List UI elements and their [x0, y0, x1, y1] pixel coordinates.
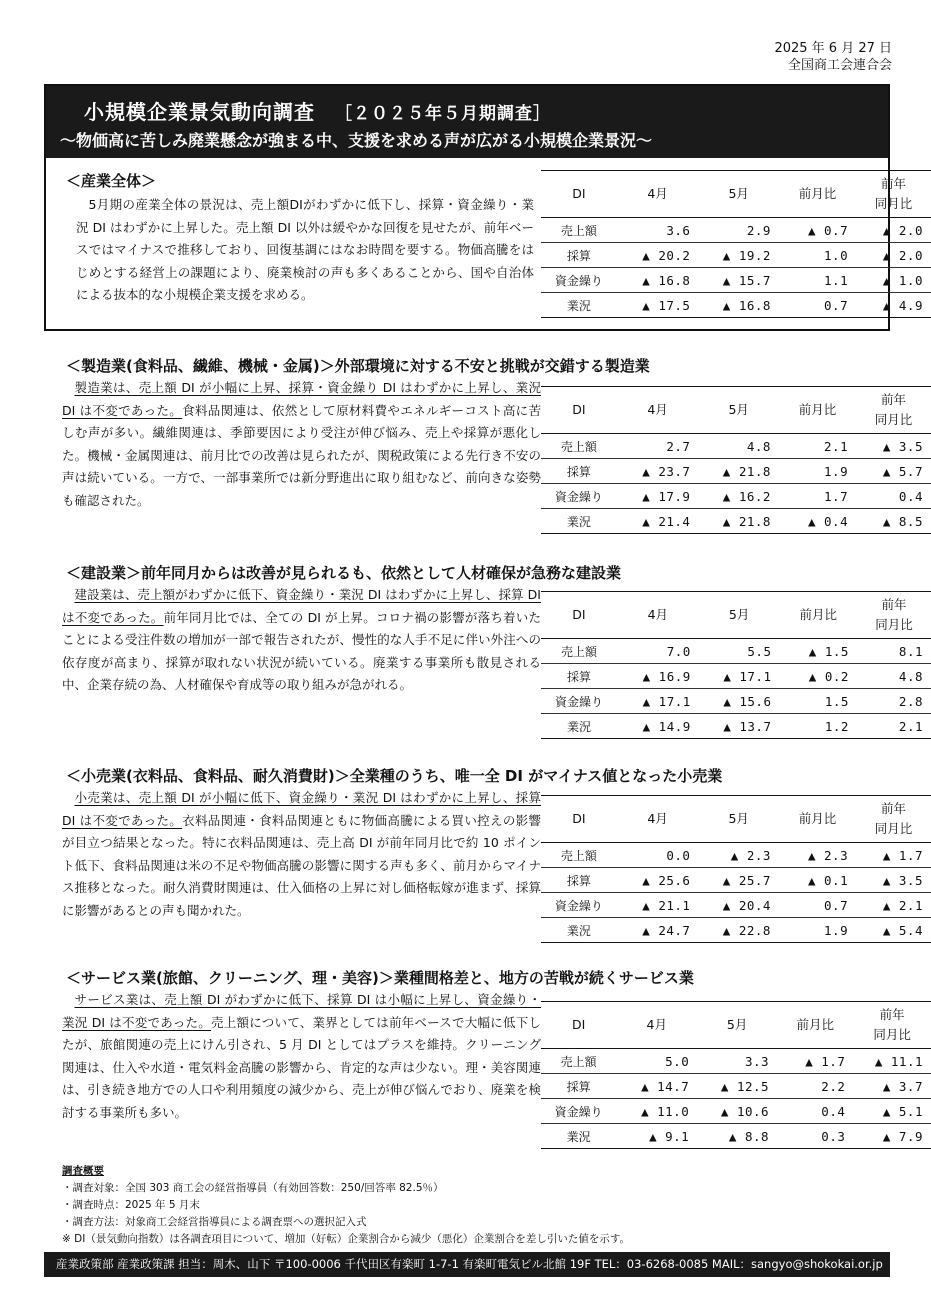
di-value-apr: ▲ 17.1 [617, 689, 699, 714]
di-table-header-row [541, 592, 931, 639]
di-value-mom: ▲ 0.1 [779, 868, 856, 893]
column-header [779, 796, 856, 843]
row-label: 業況 [541, 714, 617, 739]
column-header [856, 387, 931, 434]
di-value-may: ▲ 16.8 [698, 293, 779, 318]
di-value-may: ▲ 12.5 [697, 1074, 777, 1099]
section-body [62, 787, 541, 923]
contact-footer: 産業政策部 産業政策課 担当：周木、山下 〒100-0006 千代田区有楽町 1-7-1 有楽町電気ビル北館 19F TEL：03-6268-0085 MAIL：sangyo@shokokai.or.jp [44, 1252, 890, 1277]
column-header-label: DI [572, 811, 586, 826]
column-header [541, 592, 617, 639]
di-value-mom: 1.5 [779, 689, 856, 714]
di-value-may: 3.3 [697, 1049, 777, 1074]
row-label: 売上額 [541, 1049, 616, 1074]
di-value-mom: 0.7 [779, 293, 856, 318]
row-label: 資金繰り [541, 268, 617, 293]
di-value-may: ▲ 16.2 [698, 484, 779, 509]
table-row [541, 459, 931, 484]
section-detail-text: 衣料品関連・食料品関連ともに物価高騰による買い控えの影響が目立つ結果となった。特に衣料品関連は、売上高 DI が前年同月比で約 10 ポイント低下、食料品関連は米の不足や物価高騰の影響に関する声も多く、前月からマイナス推移となった。耐久消費財関連は、仕入価格の上昇に対し価格転嫁が進まず、採算に影響があるとの声も聞かれた。 [62, 812, 541, 918]
di-value-yoy: ▲ 2.0 [856, 218, 931, 243]
column-header [856, 796, 931, 843]
table-row [541, 293, 931, 318]
di-value-mom: ▲ 0.7 [779, 218, 856, 243]
di-value-yoy: ▲ 3.5 [856, 434, 931, 459]
column-header-label: 5月 [728, 811, 749, 826]
di-value-may: 2.9 [698, 218, 779, 243]
di-value-apr: ▲ 24.7 [617, 918, 699, 943]
column-header [541, 1002, 616, 1049]
di-value-yoy: ▲ 5.1 [853, 1099, 931, 1124]
survey-overview [62, 1163, 630, 1248]
di-value-may: ▲ 10.6 [697, 1099, 777, 1124]
column-header [779, 171, 856, 218]
di-value-apr: ▲ 14.7 [616, 1074, 697, 1099]
section-detail-text: 前年同月比では、全ての DI が上昇。コロナ禍の影響が落ち着いたことによる受注件数の増加が一部で報告されたが、慢性的な人手不足に伴い外注への依存度が高まり、採算が取れない状況が続いている。廃業する事業所も散見される中、企業存続の為、人材確保や育成等の取り組みが急がれる。 [62, 609, 541, 693]
di-value-apr: 3.6 [617, 218, 699, 243]
column-header-label: 4月 [647, 186, 668, 201]
column-header [541, 796, 617, 843]
column-header-label: DI [571, 1017, 586, 1032]
section-heading: ＜サービス業(旅館、クリーニング、理・美容)＞業種間格差と、地方の苦戦が続くサービス業 [66, 969, 694, 987]
column-header-label: 同月比 [873, 1027, 911, 1042]
di-value-apr: ▲ 11.0 [616, 1099, 697, 1124]
section-summary-underlined: 製造業は、売上額 DI が小幅に上昇、採算・資金繰り DI はわずかに上昇し、業況 DI は不変であった。 [62, 380, 541, 418]
di-value-may: 4.8 [698, 434, 779, 459]
column-header [779, 387, 856, 434]
overview-line: ・調査方法：対象商工会経営指導員による調査票への選択記入式 [62, 1216, 367, 1228]
di-value-yoy: ▲ 7.9 [853, 1124, 931, 1149]
di-value-mom: 2.1 [779, 434, 856, 459]
column-header [698, 796, 779, 843]
di-value-may: ▲ 13.7 [699, 714, 780, 739]
section-summary-underlined: 建設業は、売上額がわずかに低下、資金繰り・業況 DI はわずかに上昇し、採算 DI は不変であった。 [62, 587, 541, 625]
di-value-mom: 0.3 [777, 1124, 853, 1149]
di-value-apr: ▲ 21.1 [617, 893, 699, 918]
di-table [541, 591, 931, 739]
table-row [541, 689, 931, 714]
table-row [541, 243, 931, 268]
table-row [541, 434, 931, 459]
row-label: 資金繰り [541, 689, 617, 714]
column-header-label: 4月 [647, 607, 669, 622]
overview-line: ※ DI（景気動向指数）は各調査項目について、増加（好転）企業割合から減少（悪化）企業割合を差し引いた値を示す。 [62, 1233, 631, 1245]
di-value-may: ▲ 21.8 [698, 459, 779, 484]
column-header-label: 5月 [728, 402, 749, 417]
table-row [541, 1049, 931, 1074]
column-header [617, 387, 699, 434]
di-value-yoy: ▲ 3.7 [853, 1074, 931, 1099]
column-header [698, 387, 779, 434]
di-value-mom: ▲ 1.7 [777, 1049, 853, 1074]
di-value-yoy: 8.1 [857, 639, 931, 664]
table-row [541, 843, 931, 868]
table-row [541, 868, 931, 893]
table-row [541, 484, 931, 509]
section-body [62, 584, 541, 697]
row-label: 業況 [541, 1124, 616, 1149]
overview-line: ・調査時点：2025 年 5 月末 [62, 1199, 200, 1211]
organization-name: 全国商工会連合会 [787, 58, 892, 73]
overview-line: ・調査対象：全国 303 商工会の経営指導員（有効回答数：250/回答率 82.5％） [62, 1182, 444, 1194]
section-heading: ＜製造業(食料品、繊維、機械・金属)＞外部環境に対する不安と挑戦が交錯する製造業 [66, 357, 650, 375]
di-value-may: ▲ 2.3 [698, 843, 779, 868]
column-header-label: 前年 [881, 801, 907, 816]
di-value-yoy: ▲ 1.0 [856, 268, 931, 293]
column-header-label: 5月 [728, 607, 750, 622]
row-label: 売上額 [541, 218, 617, 243]
table-row [541, 1124, 931, 1149]
di-table-header-row [541, 171, 931, 218]
section-heading: ＜建設業＞前年同月からは改善が見られるも、依然として人材確保が急務な建設業 [66, 564, 622, 582]
di-value-yoy: ▲ 1.7 [856, 843, 931, 868]
di-value-mom: ▲ 2.3 [779, 843, 856, 868]
di-value-mom: ▲ 0.2 [779, 664, 856, 689]
column-header [541, 387, 617, 434]
row-label: 業況 [541, 293, 617, 318]
column-header-label: DI [572, 402, 586, 417]
row-label: 業況 [541, 509, 617, 534]
section-heading: ＜産業全体＞ [66, 172, 157, 190]
section-detail-text: 5月期の産業全体の景況は、売上額DIがわずかに低下し、採算・資金繰り・業況 DI はわずかに上昇した。売上額 DI 以外は緩やかな回復を見せたが、前年ベースではマイナスで推移しており、回復基調にはなお時間を要する。物価高騰をはじめとする経営上の課題により、廃業検討の声も多くあることから、国や自治体による抜本的な小規模企業支援を求める。 [76, 197, 534, 303]
table-row [541, 714, 931, 739]
column-header-label: 5月 [728, 186, 749, 201]
column-header [698, 171, 779, 218]
row-label: 売上額 [541, 434, 617, 459]
report-tagline: ～物価高に苦しみ廃業懸念が強まる中、支援を求める声が広がる小規模企業景況～ [60, 131, 653, 150]
column-header [853, 1002, 931, 1049]
row-label: 資金繰り [541, 893, 617, 918]
di-value-may: 5.5 [699, 639, 780, 664]
row-label: 資金繰り [541, 1099, 616, 1124]
issue-date-block [732, 40, 892, 74]
di-table-header-row [541, 1002, 931, 1049]
column-header-label: 前月比 [798, 402, 837, 417]
di-value-apr: 5.0 [616, 1049, 697, 1074]
column-header-label: 前年 [881, 176, 907, 191]
column-header-label: 同月比 [874, 821, 913, 836]
column-header-label: 4月 [647, 811, 668, 826]
column-header-label: 前月比 [798, 186, 837, 201]
column-header [617, 592, 699, 639]
di-value-mom: 1.7 [779, 484, 856, 509]
di-value-apr: ▲ 17.5 [617, 293, 699, 318]
row-label: 業況 [541, 918, 617, 943]
section-detail-text: 売上額について、業界としては前年ベースで大幅に低下したが、旅館関連の売上にけん引され、5 月 DI としてはプラスを維持。クリーニング関連は、仕入や水道・電気料金高騰の影響から、肯定的な声は少ない。理・美容関連は、引き続き地方での人口や利用頻度の減少から、売上が伸び悩んでおり、廃業を検討する事業所も多い。 [62, 1014, 541, 1120]
di-value-yoy: 2.8 [857, 689, 931, 714]
column-header-label: 前月比 [799, 607, 837, 622]
column-header-label: DI [572, 186, 586, 201]
di-value-apr: ▲ 20.2 [617, 243, 699, 268]
di-table-header-row [541, 387, 931, 434]
di-value-may: ▲ 15.7 [698, 268, 779, 293]
di-table [541, 1001, 931, 1149]
di-table [541, 170, 931, 318]
di-value-mom: ▲ 0.4 [779, 509, 856, 534]
row-label: 採算 [541, 1074, 616, 1099]
section-summary-underlined: サービス業は、売上額 DI がわずかに低下、採算 DI は小幅に上昇し、資金繰り・業況 DI は不変であった。 [62, 992, 541, 1030]
column-header [699, 592, 780, 639]
overview-title: 調査概要 [62, 1165, 104, 1177]
di-value-may: ▲ 8.8 [697, 1124, 777, 1149]
di-value-mom: 0.7 [779, 893, 856, 918]
di-table [541, 386, 931, 534]
column-header-label: 前年 [881, 392, 907, 407]
report-period: ［２０２５年５月期調査］ [335, 104, 551, 124]
di-value-apr: ▲ 14.9 [617, 714, 699, 739]
di-value-yoy: ▲ 5.4 [856, 918, 931, 943]
di-value-yoy: ▲ 5.7 [856, 459, 931, 484]
column-header-label: 同月比 [874, 196, 913, 211]
row-label: 採算 [541, 243, 617, 268]
column-header [616, 1002, 697, 1049]
table-row [541, 893, 931, 918]
table-row [541, 218, 931, 243]
di-value-yoy: 2.1 [857, 714, 931, 739]
di-value-apr: 7.0 [617, 639, 699, 664]
table-row [541, 918, 931, 943]
column-header [541, 171, 617, 218]
table-row [541, 1099, 931, 1124]
section-body [76, 194, 534, 307]
table-row [541, 664, 931, 689]
section-detail-text: 食料品関連は、依然として原材料費やエネルギーコスト高に苦しむ声が多い。繊維関連は、季節要因により受注が伸び悩み、売上や採算が悪化した。機械・金属関連は、前月比での改善は見られたが、関税政策による先行き不安の声は続いている。一方で、一部事業所では新分野進出に取り組むなど、前向きな姿勢も確認された。 [62, 402, 541, 508]
di-value-apr: ▲ 16.8 [617, 268, 699, 293]
di-value-may: ▲ 25.7 [698, 868, 779, 893]
di-value-apr: ▲ 9.1 [616, 1124, 697, 1149]
di-value-yoy: ▲ 2.1 [856, 893, 931, 918]
di-value-yoy: ▲ 3.5 [856, 868, 931, 893]
row-label: 売上額 [541, 843, 617, 868]
row-label: 採算 [541, 664, 617, 689]
di-value-apr: 0.0 [617, 843, 699, 868]
di-table-header-row [541, 796, 931, 843]
row-label: 資金繰り [541, 484, 617, 509]
di-value-yoy: ▲ 11.1 [853, 1049, 931, 1074]
column-header [697, 1002, 777, 1049]
banner-header [46, 86, 888, 158]
report-title-text: 小規模企業景気動向調査 [84, 100, 315, 124]
column-header [617, 171, 699, 218]
di-value-yoy: 0.4 [856, 484, 931, 509]
di-value-yoy: ▲ 2.0 [856, 243, 931, 268]
table-row [541, 1074, 931, 1099]
table-row [541, 639, 931, 664]
di-value-apr: 2.7 [617, 434, 699, 459]
di-value-mom: 1.2 [779, 714, 856, 739]
di-value-apr: ▲ 16.9 [617, 664, 699, 689]
di-value-mom: 1.1 [779, 268, 856, 293]
di-value-may: ▲ 19.2 [698, 243, 779, 268]
column-header-label: 前月比 [796, 1017, 834, 1032]
di-table [541, 795, 931, 943]
di-value-yoy: 4.8 [857, 664, 931, 689]
di-value-mom: ▲ 1.5 [779, 639, 856, 664]
di-value-mom: 1.9 [779, 918, 856, 943]
column-header-label: 前年 [881, 597, 907, 612]
column-header-label: 同月比 [875, 617, 913, 632]
column-header-label: 前年 [879, 1007, 905, 1022]
section-body [62, 989, 541, 1125]
row-label: 売上額 [541, 639, 617, 664]
di-value-mom: 0.4 [777, 1099, 853, 1124]
di-value-may: ▲ 20.4 [698, 893, 779, 918]
di-value-may: ▲ 17.1 [699, 664, 780, 689]
column-header-label: 5月 [726, 1017, 748, 1032]
column-header [857, 592, 931, 639]
column-header-label: DI [572, 607, 586, 622]
di-value-mom: 2.2 [777, 1074, 853, 1099]
di-value-apr: ▲ 25.6 [617, 868, 699, 893]
report-title [84, 96, 551, 125]
section-body [62, 377, 541, 513]
di-value-apr: ▲ 23.7 [617, 459, 699, 484]
column-header-label: 前月比 [798, 811, 837, 826]
di-value-yoy: ▲ 4.9 [856, 293, 931, 318]
di-value-may: ▲ 21.8 [698, 509, 779, 534]
column-header [777, 1002, 853, 1049]
column-header-label: 同月比 [874, 412, 913, 427]
di-value-apr: ▲ 21.4 [617, 509, 699, 534]
row-label: 採算 [541, 868, 617, 893]
table-row [541, 268, 931, 293]
di-value-mom: 1.9 [779, 459, 856, 484]
column-header-label: 4月 [646, 1017, 667, 1032]
column-header-label: 4月 [647, 402, 668, 417]
section-heading: ＜小売業(衣料品、食料品、耐久消費財)＞全業種のうち、唯一全 DI がマイナス値となった小売業 [66, 767, 723, 785]
di-value-mom: 1.0 [779, 243, 856, 268]
section-summary-underlined: 小売業は、売上額 DI が小幅に低下、資金繰り・業況 DI はわずかに上昇し、採算 DI は不変であった。 [62, 790, 541, 828]
column-header [779, 592, 856, 639]
issue-date: 2025 年 6 月 27 日 [774, 41, 892, 56]
row-label: 採算 [541, 459, 617, 484]
di-value-yoy: ▲ 8.5 [856, 509, 931, 534]
table-row [541, 509, 931, 534]
di-value-may: ▲ 15.6 [699, 689, 780, 714]
column-header [856, 171, 931, 218]
di-value-may: ▲ 22.8 [698, 918, 779, 943]
column-header [617, 796, 699, 843]
di-value-apr: ▲ 17.9 [617, 484, 699, 509]
